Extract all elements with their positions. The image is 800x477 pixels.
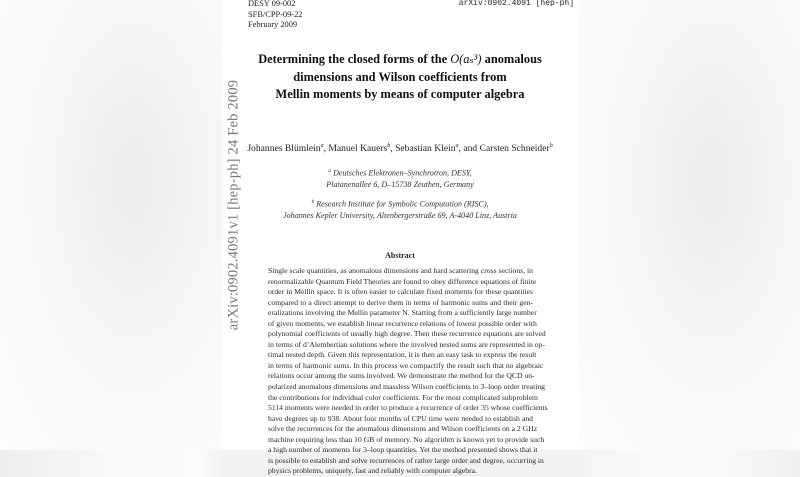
abstract-line: renormalizable Quantum Field Theories are found to obey difference equations of finite (268, 276, 537, 286)
abstract-line: polarized anomalous dimensions and massless Wilson coefficients to 3–loop order treating (268, 382, 545, 392)
author-list: Johannes Blümlein$^a$, Manuel Kauers$^b$, Sebastian Klein$^a$, and Carsten Schneider$^b$ (247, 143, 553, 155)
report-date: February 2009 (248, 20, 298, 29)
abstract-line: eralizations involving the Mellin parameter N. Starting from a sufficiently large number (268, 308, 537, 318)
report-numbers (248, 0, 302, 31)
affiliation-mark: a (320, 143, 324, 149)
abstract-line: order in Mellin space. It is often easier to calculate fixed moments for these quantities (268, 287, 533, 297)
affiliation-mark: a (455, 143, 459, 149)
title-line: Determining the closed forms of the O(aₛ³) anomalous (258, 52, 542, 66)
title-line: Mellin moments by means of computer algebra (275, 87, 525, 101)
abstract-line: a high number of moments for 3–loop quantities. Yet the method presented shows that it (268, 445, 538, 455)
blurred-background-left (0, 0, 222, 450)
paper-page (222, 0, 578, 476)
arxiv-side-stamp: arXiv:0902.4091v1 [hep-ph] 24 Feb 2009 (225, 79, 242, 331)
affiliation-a: $^a$ Deutsches Elektronen–Synchrotron, DESY, Platanenallee 6, D–15738 Zeuthen, Germany (326, 168, 474, 189)
abstract-line: in terms of d’Alembertian solutions where the involved nested sums are represented in op- (268, 339, 545, 349)
abstract-line: in terms of harmonic sums. In this process we compactify the result such that no algebraic (268, 360, 544, 370)
report-number: DESY 09-002 (248, 0, 296, 8)
title-math: O(aₛ³) (450, 52, 482, 66)
abstract-line: relations occur among the sums involved. We demonstrate the method for the QCD un- (268, 371, 535, 381)
abstract-line: polynomial coefficients of usually high degree. Then these recurrence equations are solved (268, 329, 546, 339)
abstract-line: solve the recurrences for the anomalous dimensions and Wilson coefficients on a 2 GHz (268, 424, 538, 434)
paper-title (222, 51, 578, 104)
blurred-background-right (578, 0, 800, 450)
abstract-line: is possible to establish and solve recurrences of rather large order and degree, occurring in (268, 455, 544, 465)
arxiv-identifier: arXiv:0902.4091 [hep-ph] (458, 0, 574, 8)
abstract-line: 5114 moments were needed in order to produce a recurrence of order 35 whose coefficients (268, 403, 548, 413)
author-name: Johannes Blümlein (247, 143, 321, 155)
author-name: Carsten Schneider (479, 143, 550, 155)
abstract-line: compared to a direct attempt to derive them in terms of harmonic sums and their gen- (268, 297, 533, 307)
abstract-line: have degrees up to 938. About four months of CPU time were needed to establish and (268, 413, 533, 423)
affiliation-mark: b (549, 143, 553, 149)
author-name: Sebastian Klein (395, 143, 456, 155)
title-line: dimensions and Wilson coefficients from (293, 69, 507, 84)
abstract-line: the contributions for individual color coefficients. For the most complicated subproblem (268, 392, 538, 402)
abstract-line: of given moments, we establish linear recurrence relations of lowest possible order with (268, 318, 537, 328)
abstract-line: machine requiring less than 10 GB of memory. No algorithm is known yet to provide such (268, 434, 545, 444)
abstract-heading: Abstract (385, 251, 415, 260)
abstract-line: timal nested depth. Given this representation, it is then an easy task to express the result (268, 350, 537, 360)
abstract-line: physics problems, uniquely, fast and reliably with computer algebra. (268, 466, 477, 476)
author-name: Manuel Kauers (328, 143, 388, 155)
abstract-line: Single scale quantities, as anomalous dimensions and hard scattering cross sections, in (268, 266, 533, 275)
affiliation-mark: b (387, 143, 391, 149)
report-number: SFB/CPP-09-22 (248, 9, 303, 19)
affiliation-b: $^b$ Research Institute for Symbolic Computation (RISC), Johannes Kepler University, Altenbergerstraße 69, A-4040 Linz, Austria (283, 199, 517, 220)
abstract-text (268, 266, 548, 477)
